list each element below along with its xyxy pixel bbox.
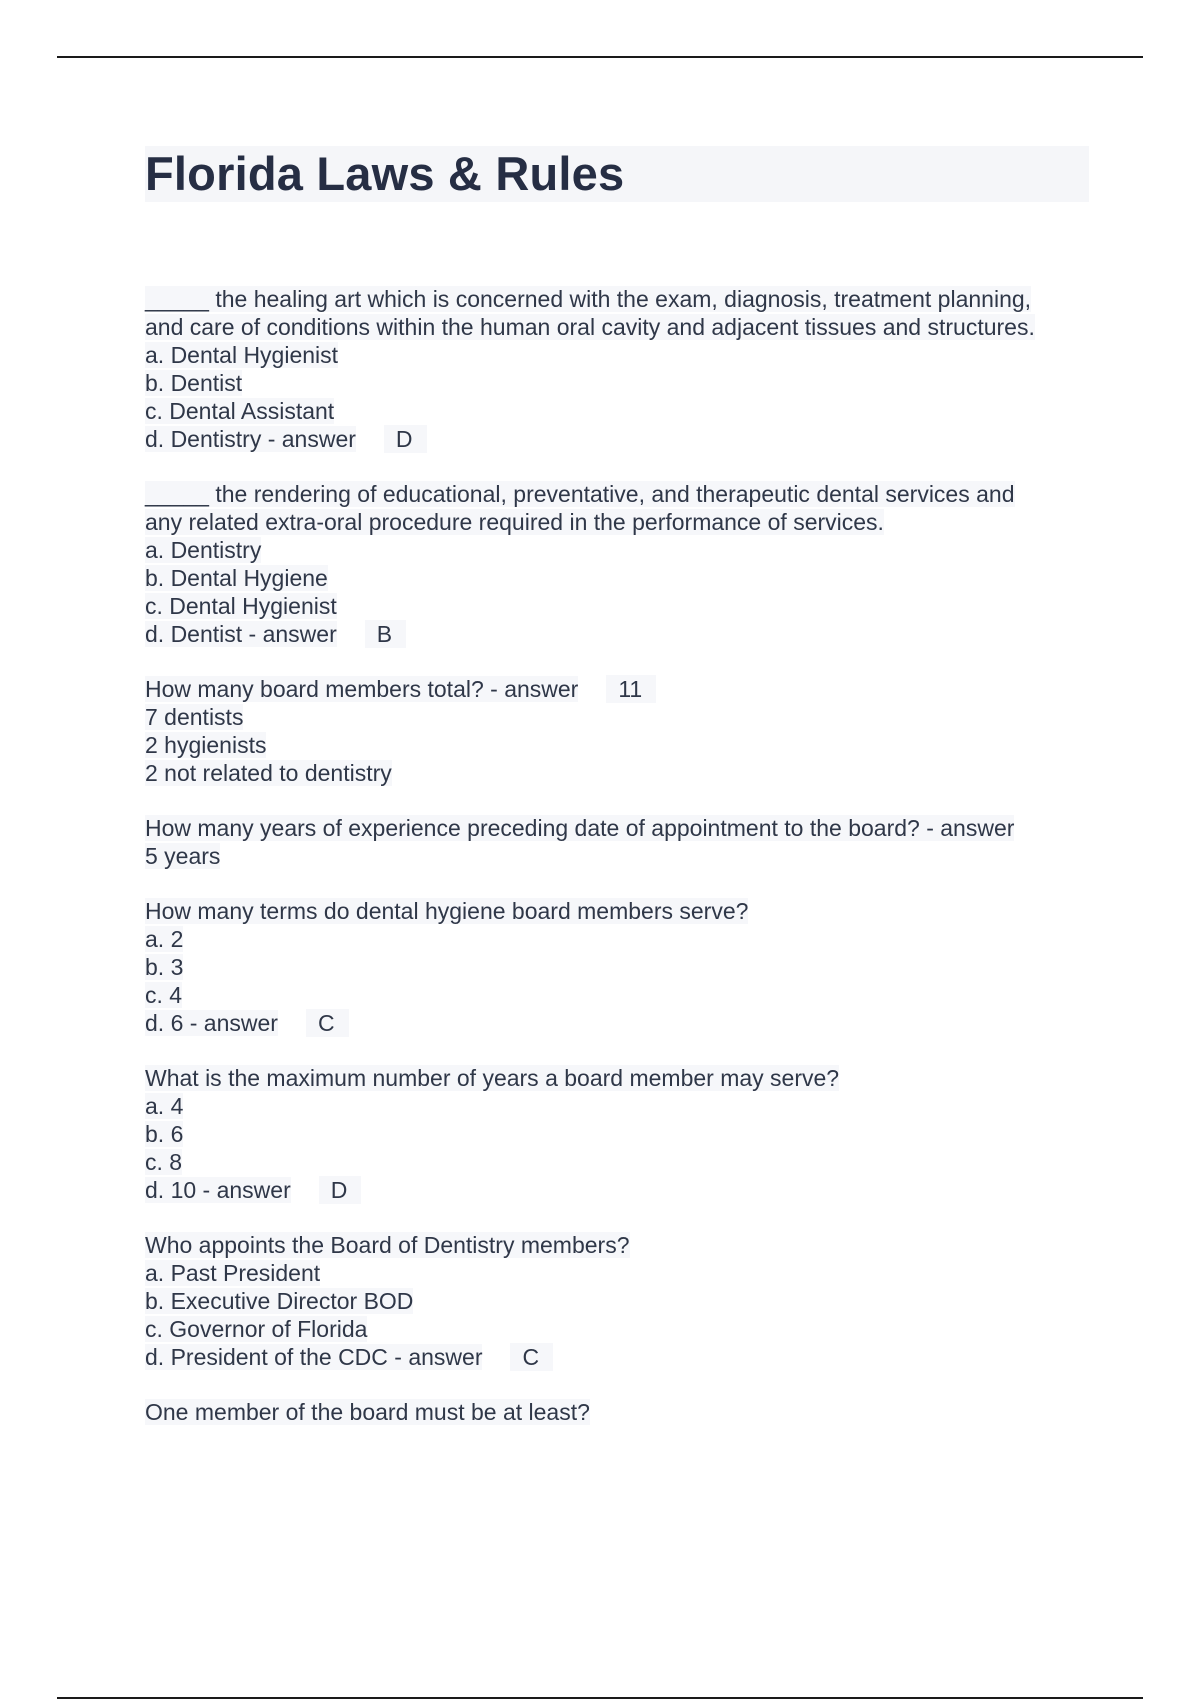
option-line: a. 4: [145, 1093, 184, 1119]
option-line: a. 2: [145, 926, 184, 952]
question-line: any related extra-oral procedure required in the performance of services.: [145, 509, 884, 535]
question-line: and care of conditions within the human oral cavity and adjacent tissues and structures.: [145, 314, 1035, 340]
answer-value: D: [384, 425, 427, 453]
option-line: a. Dentistry: [145, 537, 262, 563]
question-block: [145, 480, 1105, 648]
answer-value: 11: [606, 675, 656, 703]
question-line: What is the maximum number of years a board member may serve?: [145, 1065, 840, 1091]
option-line: c. Governor of Florida: [145, 1316, 368, 1342]
qa-content: [145, 285, 1105, 1453]
question-line: _____ the rendering of educational, preventative, and therapeutic dental services and: [145, 481, 1015, 507]
question-line: Who appoints the Board of Dentistry members?: [145, 1232, 630, 1258]
question-block: [145, 675, 1105, 787]
question-block: [145, 1064, 1105, 1204]
question-line: How many years of experience preceding date of appointment to the board? - answer: [145, 815, 1015, 841]
answer-value: D: [319, 1176, 362, 1204]
option-line: d. President of the CDC - answer C: [145, 1343, 1105, 1371]
question-line: One member of the board must be at least?: [145, 1399, 590, 1425]
question-block: [145, 285, 1105, 453]
option-line: d. 6 - answer C: [145, 1009, 1105, 1037]
bottom-rule: [57, 1697, 1143, 1699]
question-line: _____ the healing art which is concerned with the exam, diagnosis, treatment planning,: [145, 286, 1032, 312]
answer-value: C: [510, 1343, 553, 1371]
question-line: How many board members total? - answer 11: [145, 675, 1105, 703]
option-line: b. Dentist: [145, 370, 243, 396]
question-block: [145, 814, 1105, 870]
option-line: d. Dentist - answer B: [145, 620, 1105, 648]
option-line: a. Past President: [145, 1260, 321, 1286]
question-line: How many terms do dental hygiene board members serve?: [145, 898, 749, 924]
option-line: c. 4: [145, 982, 183, 1008]
option-line: b. Executive Director BOD: [145, 1288, 414, 1314]
option-line: b. 6: [145, 1121, 184, 1147]
answer-value: B: [365, 620, 406, 648]
option-line: c. Dental Assistant: [145, 398, 335, 424]
question-block: [145, 1398, 1105, 1426]
question-block: [145, 1231, 1105, 1371]
answer-line: 2 not related to dentistry: [145, 760, 392, 786]
answer-value: C: [306, 1009, 349, 1037]
answer-line: 7 dentists: [145, 704, 244, 730]
option-line: b. Dental Hygiene: [145, 565, 328, 591]
question-block: [145, 897, 1105, 1037]
option-line: c. Dental Hygienist: [145, 593, 337, 619]
option-line: d. Dentistry - answer D: [145, 425, 1105, 453]
option-line: a. Dental Hygienist: [145, 342, 339, 368]
top-rule: [57, 56, 1143, 58]
answer-line: 5 years: [145, 843, 221, 869]
option-line: d. 10 - answer D: [145, 1176, 1105, 1204]
option-line: c. 8: [145, 1149, 183, 1175]
page-title: Florida Laws & Rules: [145, 146, 1089, 202]
answer-line: 2 hygienists: [145, 732, 267, 758]
option-line: b. 3: [145, 954, 184, 980]
